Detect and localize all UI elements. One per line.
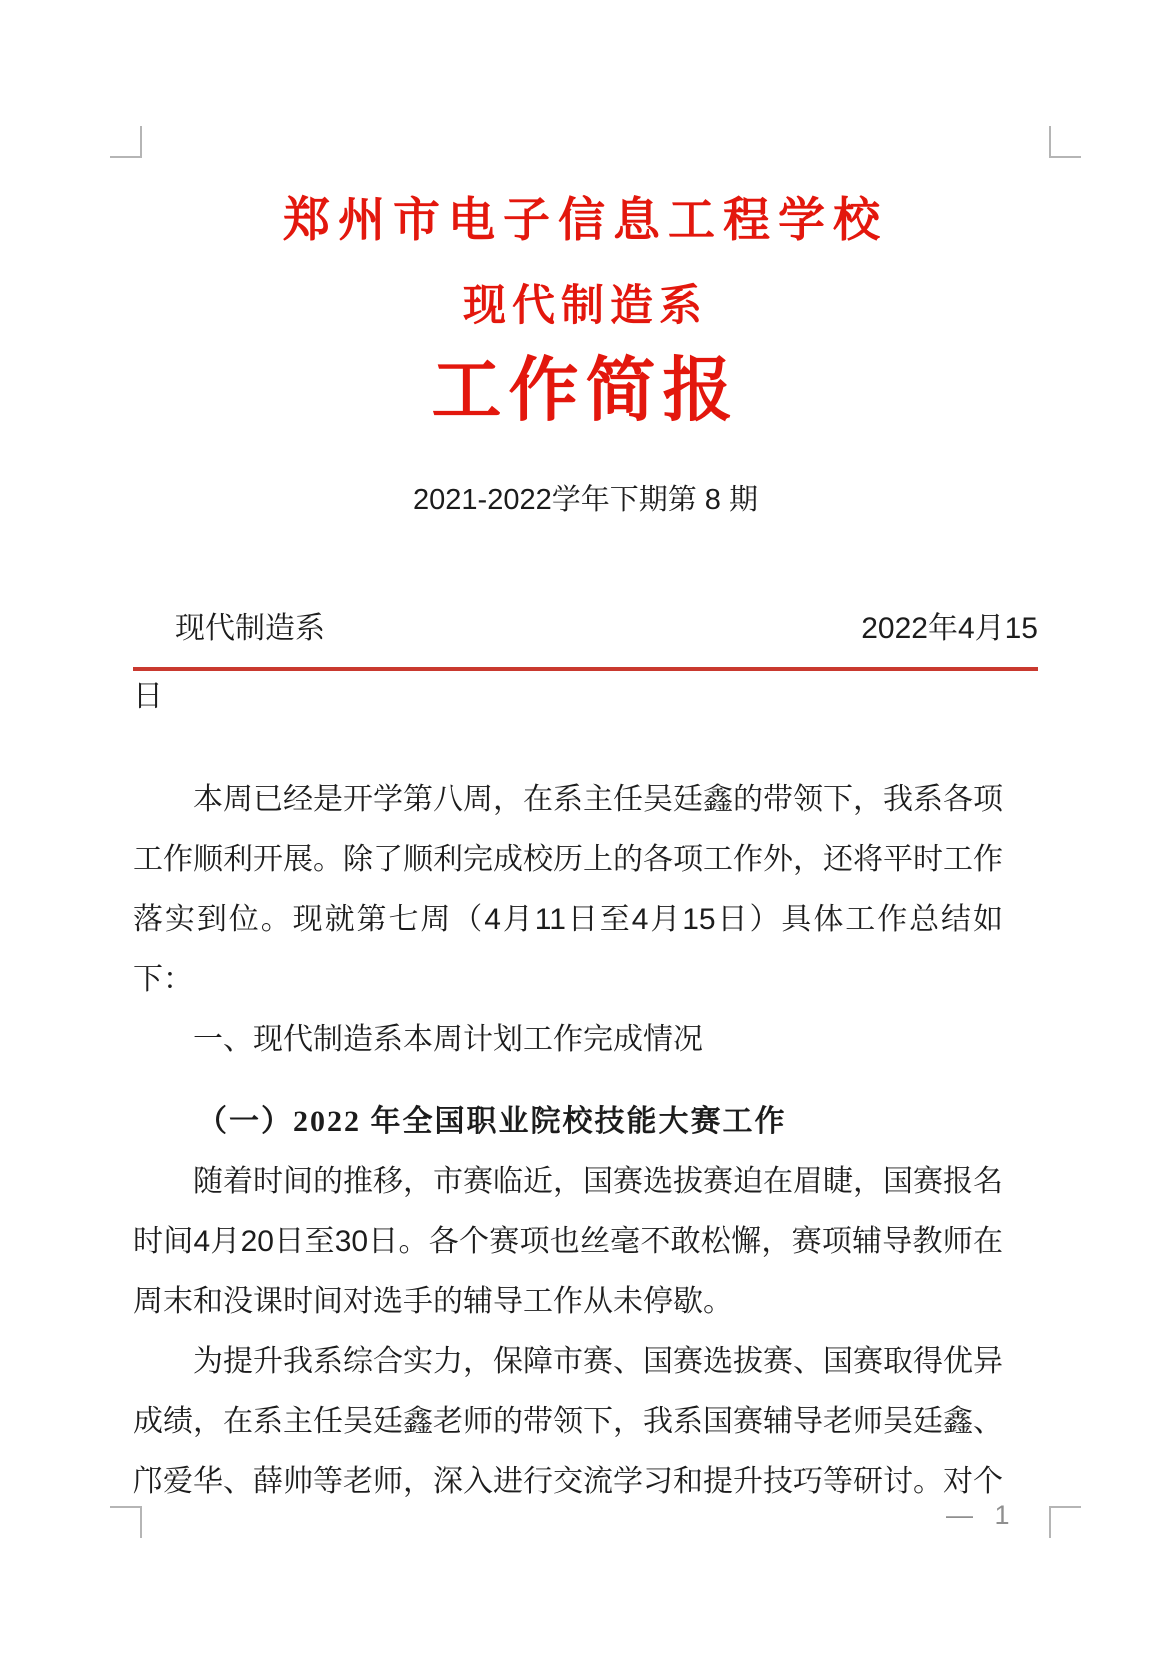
meta-row xyxy=(133,612,1038,671)
section-heading: 一、现代制造系本周计划工作完成情况 xyxy=(193,1022,703,1056)
margin-mark-top-right-icon xyxy=(1049,126,1081,158)
paragraph-intro: 本周已经是开学第八周，在系主任吴廷鑫的带领下，我系各项工作顺利开展。除了顺利完成校历上的各项工作外，还将平时工作落实到位。现就第七周（4月11日至4月15日）具体工作总结如下： xyxy=(133,782,1003,996)
meta-date: 2022年4月15 xyxy=(861,611,1038,645)
doc-type-title: 工作简报 xyxy=(431,351,740,430)
meta-date-wrapped-char: 日 xyxy=(133,679,163,713)
paragraph-training: 为提升我系综合实力，保障市赛、国赛选拔赛、国赛取得优异成绩，在系主任吴廷鑫老师的带领下，我系国赛辅导老师吴廷鑫、邝爱华、薛帅等老师，深入进行交流学习和提升技巧等研讨。对个 xyxy=(133,1344,1003,1498)
margin-mark-bottom-right-icon xyxy=(1049,1506,1081,1538)
issue-line: 2021-2022学年下期第 8 期 xyxy=(413,483,758,516)
department-title: 现代制造系 xyxy=(463,282,708,331)
paragraph-competition: 随着时间的推移，市赛临近，国赛选拔赛迫在眉睫，国赛报名时间4月20日至30日。各个赛项也丝毫不敢松懈，赛项辅导教师在周末和没课时间对选手的辅导工作从未停歇。 xyxy=(133,1164,1003,1318)
subsection-heading: （一）2022 年全国职业院校技能大赛工作 xyxy=(197,1104,787,1138)
meta-department: 现代制造系 xyxy=(175,611,325,645)
school-title: 郑州市电子信息工程学校 xyxy=(283,193,888,246)
page-number: — 1 xyxy=(946,1500,1017,1530)
document-content xyxy=(133,0,1038,1512)
